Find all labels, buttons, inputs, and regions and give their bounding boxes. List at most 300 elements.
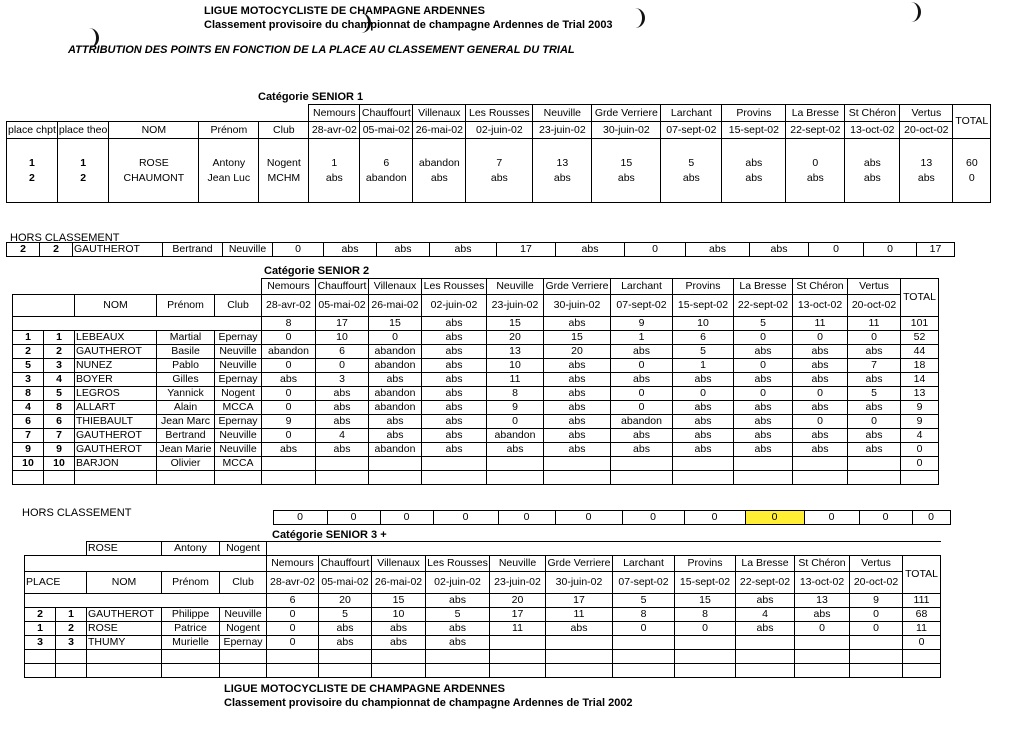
prenom-cell: Martial — [157, 331, 215, 345]
score-cell: abs — [422, 387, 487, 401]
score-cell — [422, 457, 487, 471]
place-chpt — [7, 139, 58, 203]
table-row — [13, 359, 939, 373]
total-header: TOTAL — [953, 105, 991, 139]
total-cell: 18 — [901, 359, 939, 373]
points-cell: 5 — [734, 317, 793, 331]
score-value: 0 — [812, 156, 819, 169]
score-cell: 10 — [487, 359, 544, 373]
score-cell — [850, 636, 903, 650]
score-cell: abandon — [369, 359, 422, 373]
score-cell — [262, 457, 316, 471]
score-cell: 17 — [490, 608, 546, 622]
score-cell — [848, 457, 901, 471]
club-cell: Nogent — [220, 622, 267, 636]
score-cell: 0 — [864, 243, 917, 257]
club-cell: Epernay — [215, 415, 262, 429]
date-header: 05-mai-02 — [360, 122, 413, 139]
total-cell: 4 — [901, 429, 939, 443]
score-cell: 0 — [734, 359, 793, 373]
event-header: Grde Verriere — [546, 556, 613, 572]
club-cell: Epernay — [220, 636, 267, 650]
points-cell: 11 — [848, 317, 901, 331]
score-cell: 11 — [546, 608, 613, 622]
prenom-header: Prénom — [157, 295, 215, 317]
score-cell: abs — [316, 415, 369, 429]
score-cell: abs — [734, 345, 793, 359]
score-cell — [592, 139, 661, 203]
score-cell: abs — [736, 622, 795, 636]
score-cell: 0 — [267, 608, 319, 622]
score-cell: abs — [262, 443, 316, 457]
nom-cell: BOYER — [75, 373, 157, 387]
score-cell — [793, 457, 848, 471]
score-cell: 0 — [433, 511, 498, 525]
place-chpt: 2 — [13, 345, 44, 359]
table-row — [13, 415, 939, 429]
total-cell: 17 — [917, 243, 955, 257]
nom-header: NOM — [75, 295, 157, 317]
table-row — [13, 345, 939, 359]
place-chpt: 10 — [13, 457, 44, 471]
place-chpt: 3 — [25, 636, 56, 650]
place-theo: 2 — [56, 622, 87, 636]
score-value: abandon — [365, 171, 407, 184]
event-header: Nemours — [267, 556, 319, 572]
date-header: 20-oct-02 — [848, 295, 901, 317]
place-chpt: 5 — [13, 359, 44, 373]
event-header: Villenaux — [372, 556, 426, 572]
score-cell: abs — [422, 415, 487, 429]
score-cell — [722, 139, 786, 203]
score-cell: abs — [422, 429, 487, 443]
score-cell: 4 — [736, 608, 795, 622]
event-header: St Chéron — [845, 105, 900, 122]
score-cell: 8 — [613, 608, 675, 622]
place-theo — [57, 139, 108, 203]
prenom-cell: Bertrand — [157, 429, 215, 443]
score-cell: 0 — [848, 415, 901, 429]
score-value: abs — [617, 171, 635, 184]
date-header: 15-sept-02 — [675, 572, 736, 594]
score-cell: abs — [422, 331, 487, 345]
score-value: abs — [745, 171, 763, 184]
total-header: TOTAL — [903, 556, 941, 594]
score-cell: abs — [793, 443, 848, 457]
table-row — [25, 556, 941, 572]
club-header: Club — [220, 572, 267, 594]
score-cell: abs — [673, 373, 734, 387]
total-cell: 11 — [903, 622, 941, 636]
score-cell: 0 — [622, 511, 684, 525]
club-cell: Neuville — [215, 359, 262, 373]
total-cell — [953, 139, 991, 203]
score-cell: abs — [316, 443, 369, 457]
score-cell: abs — [319, 636, 372, 650]
score-cell: 3 — [316, 373, 369, 387]
total-cell: 13 — [901, 387, 939, 401]
score-cell: abs — [793, 429, 848, 443]
club-cell: MCCA — [215, 457, 262, 471]
event-header: Les Rousses — [426, 556, 490, 572]
event-header: Vertus — [848, 279, 901, 295]
nom-cell: THIEBAULT — [75, 415, 157, 429]
score-cell: abs — [546, 622, 613, 636]
club-cell: Neuville — [215, 443, 262, 457]
total-value: 60 — [966, 156, 978, 169]
score-cell: abs — [422, 359, 487, 373]
place-theo: 4 — [44, 373, 75, 387]
points-cell: 10 — [673, 317, 734, 331]
score-cell: abs — [422, 373, 487, 387]
score-cell: abs — [611, 345, 673, 359]
points-cell: 20 — [490, 594, 546, 608]
table-row — [13, 373, 939, 387]
total-cell: 0 — [901, 443, 939, 457]
total-cell: 9 — [901, 415, 939, 429]
date-header: 20-oct-02 — [900, 122, 953, 139]
score-cell — [611, 457, 673, 471]
points-cell: 15 — [372, 594, 426, 608]
date-header: 23-juin-02 — [487, 295, 544, 317]
club-cell: Nogent — [215, 387, 262, 401]
points-cell: 13 — [795, 594, 850, 608]
score-cell: 0 — [804, 511, 859, 525]
hors-classement-label-1: HORS CLASSEMENT — [10, 232, 120, 244]
score-cell: abs — [430, 243, 497, 257]
date-header: 22-sept-02 — [786, 122, 845, 139]
date-header: 13-oct-02 — [845, 122, 900, 139]
score-cell: abs — [319, 622, 372, 636]
score-cell: abs — [673, 443, 734, 457]
nom-cell: GAUTHEROT — [75, 345, 157, 359]
event-header: Neuville — [487, 279, 544, 295]
score-cell: 15 — [544, 331, 611, 345]
place-theo: 10 — [44, 457, 75, 471]
score-cell: 6 — [673, 331, 734, 345]
category-title-senior2: Catégorie SENIOR 2 — [264, 265, 370, 277]
score-cell — [786, 139, 845, 203]
score-cell: 1 — [611, 331, 673, 345]
score-cell: abs — [734, 443, 793, 457]
date-header: 22-sept-02 — [734, 295, 793, 317]
event-header: Villenaux — [413, 105, 466, 122]
place-chpt: 1 — [25, 622, 56, 636]
total-cell: 0 — [901, 457, 939, 471]
event-header: Provins — [722, 105, 786, 122]
category-title-senior3: Catégorie SENIOR 3 + — [272, 529, 387, 541]
category-title-senior1: Catégorie SENIOR 1 — [258, 91, 364, 103]
score-cell: 0 — [262, 401, 316, 415]
date-header: 26-mai-02 — [372, 572, 426, 594]
score-cell: abandon — [611, 415, 673, 429]
table-row — [25, 608, 941, 622]
score-cell — [675, 636, 736, 650]
score-cell: 0 — [273, 511, 327, 525]
score-cell — [309, 139, 360, 203]
score-cell: abs — [793, 345, 848, 359]
table-row — [13, 443, 939, 457]
date-header: 30-juin-02 — [546, 572, 613, 594]
table-row — [25, 572, 941, 594]
nom-cell: GAUTHEROT — [75, 429, 157, 443]
place-header: PLACE — [25, 572, 87, 594]
score-cell: abs — [734, 429, 793, 443]
score-cell: 0 — [793, 331, 848, 345]
event-header: Provins — [675, 556, 736, 572]
date-header: 15-sept-02 — [722, 122, 786, 139]
score-cell — [546, 636, 613, 650]
score-cell: abs — [734, 415, 793, 429]
score-cell: abs — [795, 608, 850, 622]
nom-cell: ROSE — [87, 622, 162, 636]
table-row — [25, 594, 941, 608]
score-cell: 8 — [675, 608, 736, 622]
prenom-cell: Pablo — [157, 359, 215, 373]
score-cell — [490, 636, 546, 650]
prenom-value: Jean Luc — [207, 171, 251, 184]
table-row — [13, 387, 939, 401]
score-cell: 5 — [848, 387, 901, 401]
score-cell: abs — [848, 401, 901, 415]
place-chpt-header: place chpt — [7, 122, 58, 139]
score-cell: 20 — [544, 345, 611, 359]
event-header: Neuville — [490, 556, 546, 572]
place-theo: 1 — [80, 156, 87, 169]
date-header: 02-juin-02 — [466, 122, 533, 139]
score-cell: abs — [422, 345, 487, 359]
place-chpt: 9 — [13, 443, 44, 457]
date-header: 20-oct-02 — [850, 572, 903, 594]
score-cell: 0 — [684, 511, 745, 525]
place-theo: 3 — [44, 359, 75, 373]
table-row — [13, 279, 939, 295]
senior1-hors-table — [6, 242, 955, 257]
score-value: abs — [745, 156, 763, 169]
score-cell: 0 — [262, 429, 316, 443]
score-cell: abandon — [369, 345, 422, 359]
prenom-cell: Jean Marie — [157, 443, 215, 457]
score-cell: 11 — [490, 622, 546, 636]
score-cell: abs — [372, 622, 426, 636]
place-chpt: 7 — [13, 429, 44, 443]
place-theo: 8 — [44, 401, 75, 415]
table-row — [13, 457, 939, 471]
event-header: Villenaux — [369, 279, 422, 295]
score-cell: 0 — [793, 387, 848, 401]
date-header: 07-sept-02 — [661, 122, 722, 139]
prenom-value: Antony — [212, 156, 246, 169]
date-header: 13-oct-02 — [795, 572, 850, 594]
score-cell: abs — [426, 636, 490, 650]
event-header: Grde Verriere — [544, 279, 611, 295]
place-theo: 7 — [44, 429, 75, 443]
prenom-cell: Patrice — [162, 622, 220, 636]
points-cell: 17 — [316, 317, 369, 331]
score-cell: abs — [544, 387, 611, 401]
score-cell: abandon — [487, 429, 544, 443]
score-cell: abs — [673, 401, 734, 415]
score-cell — [487, 457, 544, 471]
score-cell: 0 — [673, 387, 734, 401]
event-header: La Bresse — [786, 105, 845, 122]
club-cell: MCCA — [215, 401, 262, 415]
score-cell: 0 — [498, 511, 555, 525]
table-row — [13, 401, 939, 415]
footer-league: LIGUE MOTOCYCLISTE DE CHAMPAGNE ARDENNES — [224, 683, 505, 695]
score-cell: abs — [316, 401, 369, 415]
score-cell: abs — [369, 429, 422, 443]
date-header: 05-mai-02 — [319, 572, 372, 594]
points-cell: 101 — [901, 317, 939, 331]
date-header: 30-juin-02 — [592, 122, 661, 139]
place-chpt: 2 — [29, 171, 35, 184]
event-header: Nemours — [262, 279, 316, 295]
prenom-cell: Gilles — [157, 373, 215, 387]
score-cell: abs — [544, 429, 611, 443]
score-cell: abs — [848, 373, 901, 387]
score-cell — [734, 457, 793, 471]
place-theo-header: place theo — [57, 122, 108, 139]
total-cell: 9 — [901, 401, 939, 415]
score-value: abs — [682, 171, 700, 184]
nom-cell — [109, 139, 199, 203]
nom-header: NOM — [87, 572, 162, 594]
header-classement: Classement provisoire du championnat de champagne Ardennes de Trial 2003 — [204, 19, 613, 31]
score-value: abs — [917, 171, 935, 184]
score-cell: abandon — [369, 387, 422, 401]
score-cell: 0 — [809, 243, 864, 257]
event-header: Larchant — [661, 105, 722, 122]
points-cell: abs — [422, 317, 487, 331]
score-cell: 10 — [316, 331, 369, 345]
club-cell: Neuville — [215, 429, 262, 443]
points-cell: 9 — [850, 594, 903, 608]
points-cell: 5 — [613, 594, 675, 608]
score-cell: 0 — [859, 511, 912, 525]
date-header: 07-sept-02 — [613, 572, 675, 594]
date-header: 26-mai-02 — [369, 295, 422, 317]
date-header: 02-juin-02 — [422, 295, 487, 317]
place-theo: 2 — [80, 171, 87, 184]
score-cell: abs — [316, 387, 369, 401]
score-cell — [544, 457, 611, 471]
event-header: La Bresse — [736, 556, 795, 572]
table-row — [7, 105, 991, 122]
date-header: 23-juin-02 — [533, 122, 592, 139]
prenom-cell — [199, 139, 259, 203]
place-chpt: 8 — [13, 387, 44, 401]
place-theo: 1 — [56, 608, 87, 622]
senior2-hors-table — [100, 510, 951, 525]
score-cell: 0 — [262, 359, 316, 373]
score-cell: abs — [611, 443, 673, 457]
score-value: abs — [325, 171, 343, 184]
table-row — [13, 471, 939, 485]
score-cell — [845, 139, 900, 203]
score-cell: abs — [544, 443, 611, 457]
date-header: 28-avr-02 — [309, 122, 360, 139]
place-chpt: 2 — [7, 243, 40, 257]
score-cell: 0 — [316, 359, 369, 373]
score-cell: 0 — [850, 608, 903, 622]
score-value: abs — [430, 171, 448, 184]
event-header: Les Rousses — [422, 279, 487, 295]
score-value: abs — [863, 171, 881, 184]
score-cell: 0 — [267, 636, 319, 650]
place-chpt: 1 — [13, 331, 44, 345]
header-subtitle: ATTRIBUTION DES POINTS EN FONCTION DE LA PLACE AU CLASSEMENT GENERAL DU TRIAL — [68, 44, 575, 56]
score-cell: abs — [734, 373, 793, 387]
score-cell: 9 — [262, 415, 316, 429]
date-header: 28-avr-02 — [267, 572, 319, 594]
total-header: TOTAL — [901, 279, 939, 317]
score-cell: abs — [544, 359, 611, 373]
score-cell: 0 — [734, 331, 793, 345]
place-chpt: 2 — [25, 608, 56, 622]
score-cell: 5 — [673, 345, 734, 359]
score-cell: abs — [673, 429, 734, 443]
club-cell: Neuville — [215, 345, 262, 359]
nom-cell: GAUTHEROT — [87, 608, 162, 622]
prenom-cell: Alain — [157, 401, 215, 415]
place-theo: 9 — [44, 443, 75, 457]
table-row — [7, 139, 991, 203]
score-cell: abs — [262, 373, 316, 387]
points-cell: 8 — [262, 317, 316, 331]
nom-value: CHAUMONT — [123, 171, 185, 184]
date-header: 15-sept-02 — [673, 295, 734, 317]
score-cell: 10 — [372, 608, 426, 622]
points-cell: 15 — [487, 317, 544, 331]
points-cell: 111 — [903, 594, 941, 608]
score-cell: abs — [750, 243, 809, 257]
score-cell — [795, 636, 850, 650]
score-cell — [673, 457, 734, 471]
nom-cell: GAUTHEROT — [75, 443, 157, 457]
event-header: Grde Verriere — [592, 105, 661, 122]
score-cell: abs — [324, 243, 377, 257]
score-cell: abs — [487, 443, 544, 457]
prenom-header: Prénom — [199, 122, 259, 139]
score-value: 5 — [688, 156, 695, 169]
score-cell: abs — [611, 429, 673, 443]
score-cell: abs — [848, 443, 901, 457]
table-row — [7, 243, 955, 257]
points-cell: abs — [426, 594, 490, 608]
table-row — [100, 511, 950, 525]
score-cell — [661, 139, 722, 203]
score-cell: 0 — [262, 387, 316, 401]
score-cell: 0 — [487, 415, 544, 429]
score-cell: 0 — [613, 622, 675, 636]
score-cell: 0 — [611, 387, 673, 401]
points-cell: 17 — [546, 594, 613, 608]
header-league: LIGUE MOTOCYCLISTE DE CHAMPAGNE ARDENNES — [204, 5, 485, 17]
score-cell: 7 — [848, 359, 901, 373]
event-header: Vertus — [850, 556, 903, 572]
score-cell: 0 — [555, 511, 622, 525]
score-cell: 0 — [745, 511, 804, 525]
event-header: Chauffourt — [319, 556, 372, 572]
score-cell: 0 — [675, 622, 736, 636]
total-cell: 44 — [901, 345, 939, 359]
nom-value: ROSE — [138, 156, 169, 169]
score-value: abandon — [418, 156, 460, 169]
score-cell: 0 — [327, 511, 380, 525]
score-cell: 0 — [267, 622, 319, 636]
place-theo: 2 — [44, 345, 75, 359]
